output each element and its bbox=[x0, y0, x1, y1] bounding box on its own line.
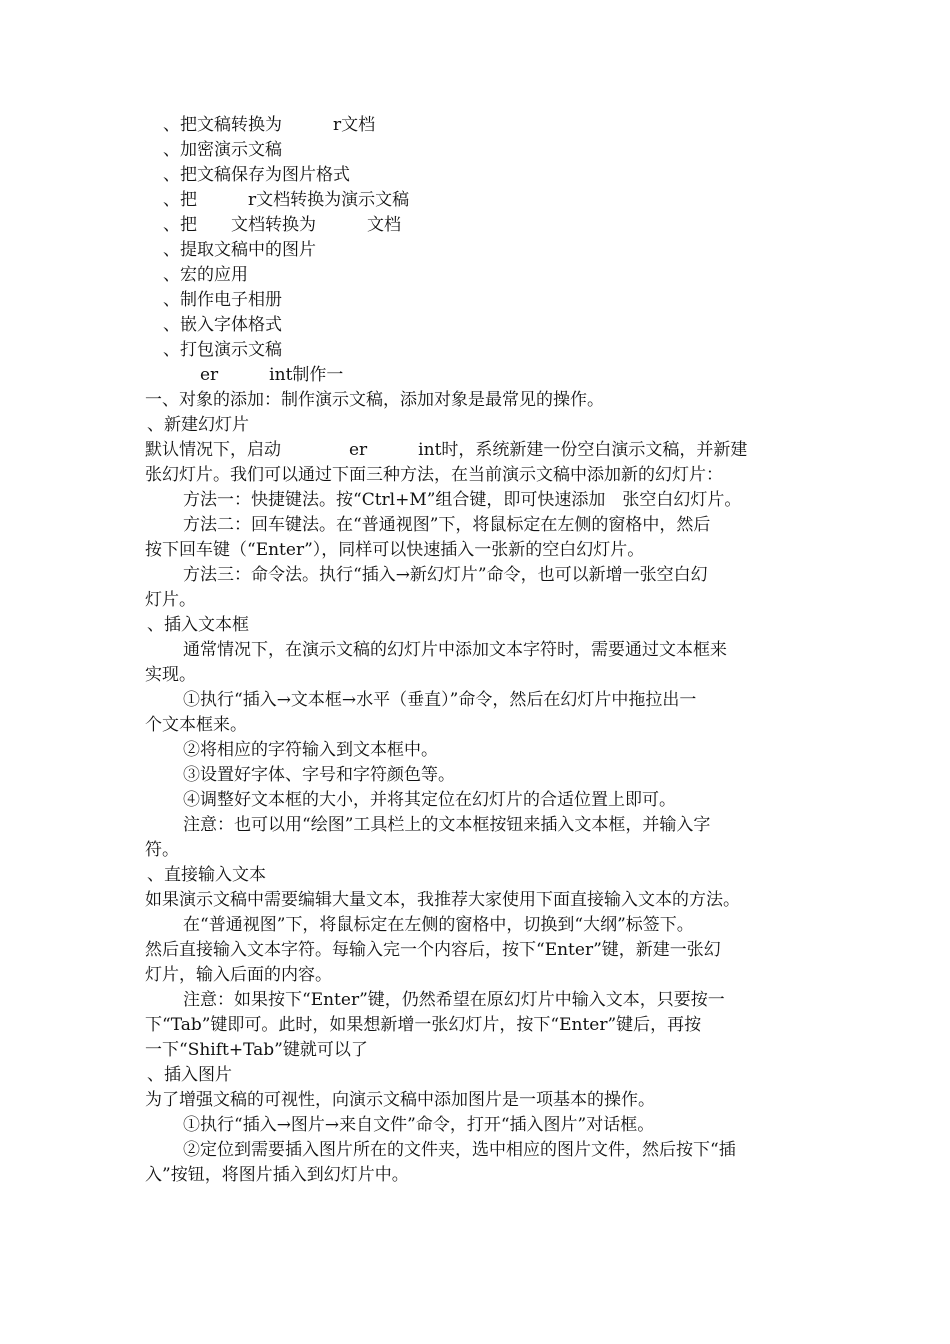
paragraph-line: 下“Tab”键即可。此时，如果想新增一张幻灯片，按下“Enter”键后，再按 bbox=[145, 1015, 702, 1035]
step-one: ①执行“插入→文本框→水平（垂直）”命令，然后在幻灯片中拖拉出一 bbox=[183, 690, 697, 710]
step-two: ②将相应的字符输入到文本框中。 bbox=[183, 740, 438, 760]
paragraph-line: 个文本框来。 bbox=[145, 715, 247, 735]
toc-item: 、宏的应用 bbox=[163, 265, 248, 285]
toc-item: 、打包演示文稿 bbox=[163, 340, 282, 360]
paragraph-line: 为了增强文稿的可视性，向演示文稿中添加图片是一项基本的操作。 bbox=[145, 1090, 655, 1110]
paragraph-line: 灯片。 bbox=[145, 590, 196, 610]
paragraph-line: 默认情况下，启动 er int时，系统新建一份空白演示文稿，并新建 bbox=[145, 440, 748, 460]
toc-item: 、提取文稿中的图片 bbox=[163, 240, 316, 260]
toc-item: 、把文稿转换为 r文档 bbox=[163, 115, 376, 135]
note: 注意：也可以用“绘图”工具栏上的文本框按钮来插入文本框，并输入字 bbox=[183, 815, 711, 835]
section-heading-insert-image: 、插入图片 bbox=[147, 1065, 232, 1085]
paragraph-line: 一下“Shift+Tab”键就可以了 bbox=[145, 1040, 368, 1060]
step-three: ③设置好字体、字号和字符颜色等。 bbox=[183, 765, 455, 785]
section-heading-new-slide: 、新建幻灯片 bbox=[147, 415, 249, 435]
method-one: 方法一：快捷键法。按“Ctrl+M”组合键，即可快速添加 张空白幻灯片。 bbox=[183, 490, 742, 510]
method-two: 方法二：回车键法。在“普通视图”下，将鼠标定在左侧的窗格中，然后 bbox=[183, 515, 711, 535]
paragraph-line: 入”按钮，将图片插入到幻灯片中。 bbox=[145, 1165, 409, 1185]
step-four: ④调整好文本框的大小，并将其定位在幻灯片的合适位置上即可。 bbox=[183, 790, 676, 810]
document-title: er int制作一 bbox=[200, 365, 344, 385]
toc-item: 、把文稿保存为图片格式 bbox=[163, 165, 350, 185]
step-one: ①执行“插入→图片→来自文件”命令，打开“插入图片”对话框。 bbox=[183, 1115, 655, 1135]
toc-item: 、嵌入字体格式 bbox=[163, 315, 282, 335]
toc-item: 、制作电子相册 bbox=[163, 290, 282, 310]
method-three: 方法三：命令法。执行“插入→新幻灯片”命令，也可以新增一张空白幻 bbox=[183, 565, 708, 585]
paragraph-line: 灯片，输入后面的内容。 bbox=[145, 965, 332, 985]
part-heading: 一、对象的添加：制作演示文稿，添加对象是最常见的操作。 bbox=[145, 390, 604, 410]
note: 注意：如果按下“Enter”键，仍然希望在原幻灯片中输入文本，只要按一 bbox=[183, 990, 725, 1010]
paragraph-line: 实现。 bbox=[145, 665, 196, 685]
paragraph-line: 如果演示文稿中需要编辑大量文本，我推荐大家使用下面直接输入文本的方法。 bbox=[145, 890, 740, 910]
paragraph-line: 然后直接输入文本字符。每输入完一个内容后，按下“Enter”键，新建一张幻 bbox=[145, 940, 721, 960]
toc-item: 、把 文档转换为 文档 bbox=[163, 215, 401, 235]
toc-item: 、把 r文档转换为演示文稿 bbox=[163, 190, 410, 210]
paragraph-line: 按下回车键（“Enter”），同样可以快速插入一张新的空白幻灯片。 bbox=[145, 540, 645, 560]
section-heading-textbox: 、插入文本框 bbox=[147, 615, 249, 635]
step-two: ②定位到需要插入图片所在的文件夹，选中相应的图片文件，然后按下“插 bbox=[183, 1140, 736, 1160]
paragraph-line: 通常情况下，在演示文稿的幻灯片中添加文本字符时，需要通过文本框来 bbox=[183, 640, 727, 660]
paragraph-line: 在“普通视图”下，将鼠标定在左侧的窗格中，切换到“大纲”标签下。 bbox=[183, 915, 694, 935]
section-heading-direct-text: 、直接输入文本 bbox=[147, 865, 266, 885]
toc-item: 、加密演示文稿 bbox=[163, 140, 282, 160]
paragraph-line: 符。 bbox=[145, 840, 179, 860]
paragraph-line: 张幻灯片。我们可以通过下面三种方法，在当前演示文稿中添加新的幻灯片： bbox=[145, 465, 723, 485]
